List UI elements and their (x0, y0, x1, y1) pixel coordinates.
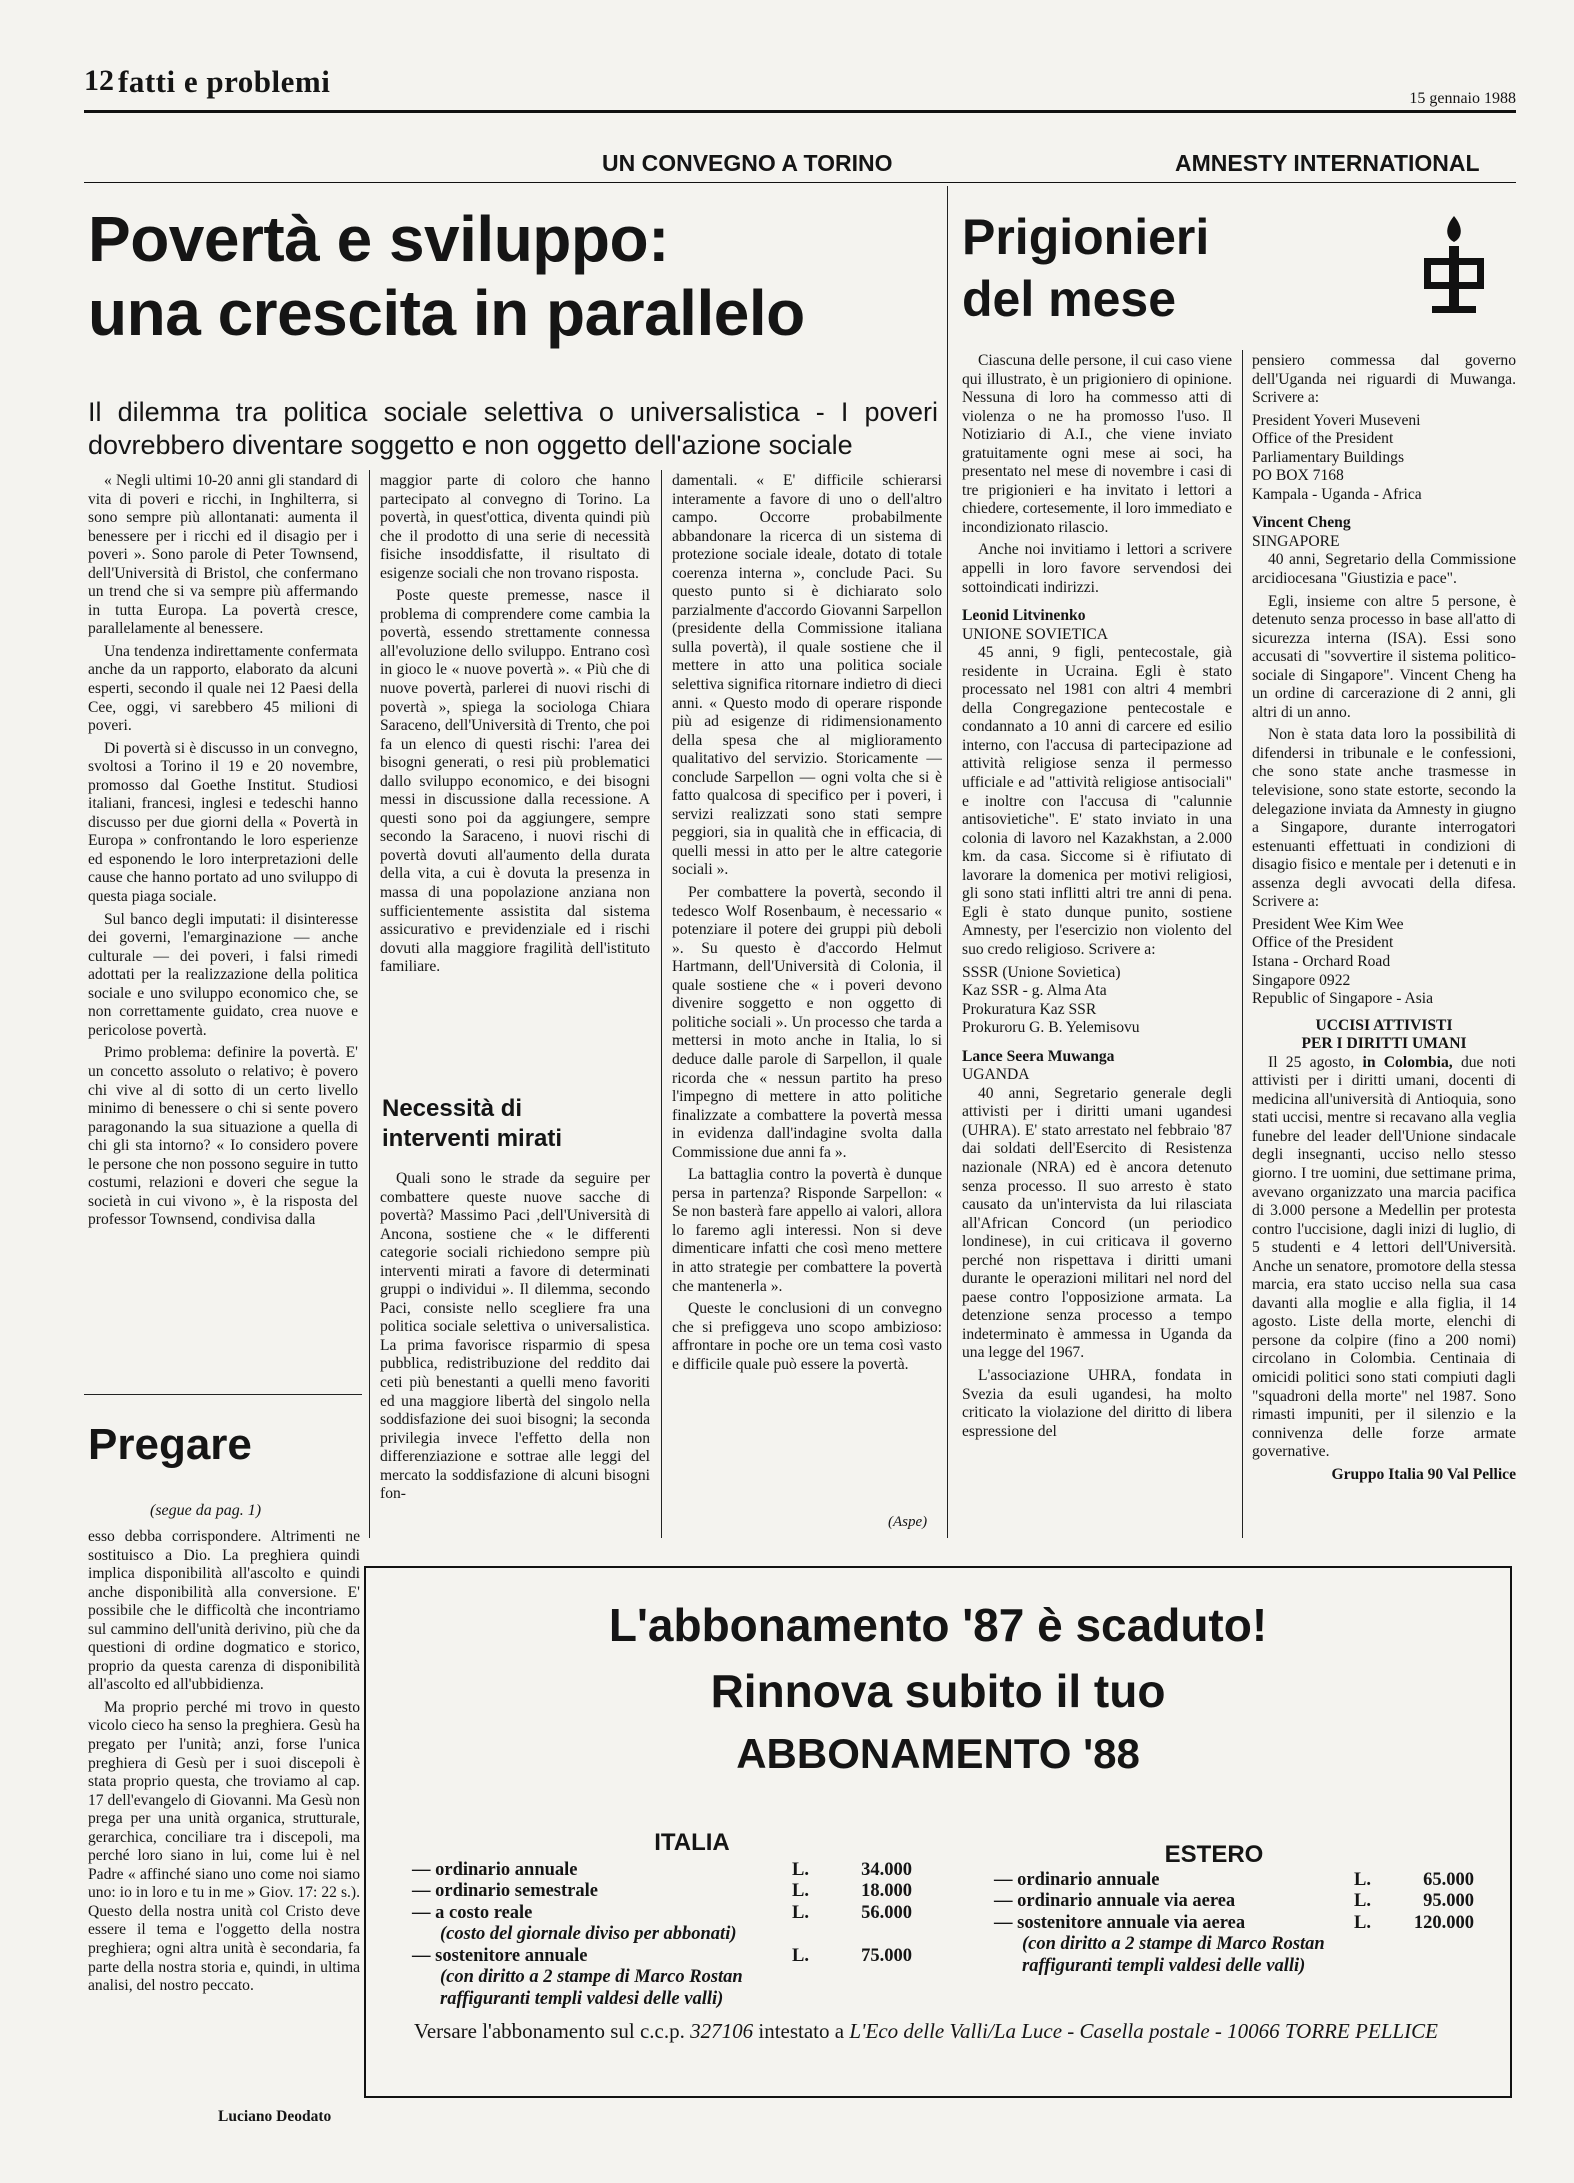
price-row (412, 1946, 912, 1968)
pregare-body (88, 1528, 360, 2102)
paragraph: Di povertà si è discusso in un convegno, svoltosi a Torino il 19 e 20 novembre, promosso dal Goethe Institut. Studiosi italiani, francesi, inglesi e tedeschi hanno discusso per due giorni della « Povertà in Europa » confrontando le loro esperienze ed esponendo le loro interpretazioni delle cause che hanno portato ad uno sviluppo di questa piaga sociale. (88, 739, 358, 906)
article-signature: (Aspe) (888, 1514, 928, 1530)
price-value: 95.000 (1423, 1891, 1474, 1911)
price-value: 120.000 (1413, 1912, 1474, 1933)
paragraph: La battaglia contro la povertà è dunque persa in partenza? Risponde Sarpellon: « Se non basterà fare appello ai valori, allora lo faremo agli interessi. Non si deve dimenticare infatti che così meno mettere in atto strategie per combattere la povertà che mantenerla ». (672, 1166, 942, 1295)
price-label: — sostenitore annuale via aerea (994, 1912, 1246, 1933)
column-rule (369, 470, 370, 1538)
paragraph: Queste le conclusioni di un convegno che si prefiggeva uno scopo ambizioso: affrontare in poche ore un tema così vasto e difficile quale può essere la povertà. (672, 1300, 942, 1373)
paragraph: Anche noi invitiamo i lettori a scrivere appelli in loro favore servendosi dei sottoindicati indirizzi. (962, 541, 1232, 596)
estero-price-list (994, 1841, 1474, 1977)
paragraph: 40 anni, Segretario generale degli attivisti per i diritti umani ugandesi (UHRA). E' stato arrestato nel febbraio '87 dai soldati dell'Esercito di Resistenza nazionale (NRA) ed è ancora detenuto senza processo. Il suo arresto è stato causato da un'intervista da lui rilasciata all'African Concord (un periodico londinese), in cui criticava il governo perché non rispettava i diritti umani durante le operazioni militari nel nord del paese contro l'opposizione armata. La detenzione senza processo a tempo indeterminato è ammessa in Uganda da una legge del 1967. (962, 1084, 1232, 1362)
address-line: Prokuratura Kaz SSR (962, 1000, 1097, 1018)
article-column-3 (672, 472, 942, 1516)
price-label: — ordinario annuale via aerea (994, 1891, 1236, 1911)
estero-title: ESTERO (1164, 1841, 1264, 1868)
pregare-rule (84, 1394, 362, 1395)
paragraph: esso debba corrispondere. Altrimenti ne sostituisco a Dio. La preghiera quindi implica disponibilità all'ascolto e quindi anche disponibilità alla conversione. E' possibile che le difficoltà che incontriamo sul cammino dell'unità derivino, più che da questioni di ordine dogmatico e storico, proprio da questa carenza di disponibilità all'ascolto ed all'ubbidienza. (88, 1528, 360, 1694)
price-label: — ordinario annuale (994, 1869, 1160, 1890)
address-line: Istana - Orchard Road (1252, 952, 1391, 970)
paragraph: damentali. « E' difficile schierarsi interamente a favore di uno o dell'altro campo. Occorre probabilmente abbandonare la ricerca di un sistema di protezione sociale ideale, dotato di totale coerenza interna », conclude Paci. Su questo punto si è dichiarato solo parzialmente d'accordo Giovanni Sarpellon (presidente della Commissione italiana sulla povertà), il quale sostiene che il mettere in atto una politica sociale selettiva significa ritornare indietro di dieci anni. « Questo modo di operare risponde più ad esigenze di ridimensionamento della spesa che al miglioramento qualitativo del servizio. Storicamente — conclude Sarpellon — ogni volta che si è fatto qualcosa di specifico per i poveri, i servizi realizzati sono stati sempre peggiori, sia in qualità che in efficacia, di quelli messi in atto per le altre categorie sociali ». (672, 472, 942, 879)
article-subhead: Necessità di interventi mirati (382, 1095, 563, 1152)
paragraph: 40 anni, Segretario della Commissione arcidiocesana "Giustizia e pace". (1252, 551, 1516, 588)
price-currency: L. (792, 1902, 809, 1923)
paragraph: pensiero commessa dal governo dell'Uganda nei riguardi di Muwanga. Scrivere a: (1252, 352, 1516, 407)
price-currency: L. (1354, 1869, 1371, 1890)
paragraph: Egli, insieme con altre 5 persone, è detenuto senza processo in base all'atto di sicurezza interna (ISA). Essi sono accusati di "sovvertire il sistema politico-sociale di Singapore". Vincent Cheng ha un ordine di carcerazione di 2 anni, gli altri di un anno. (1252, 592, 1516, 721)
amnesty-kicker: AMNESTY INTERNATIONAL (1175, 150, 1480, 176)
italia-price-list (412, 1829, 912, 2010)
prisoner-name: Vincent Cheng (1252, 514, 1351, 532)
address-line: Office of the President (1252, 934, 1394, 952)
ad-headline-3: ABBONAMENTO '88 (736, 1730, 1140, 1777)
header-rule (84, 110, 1516, 113)
italia-title: ITALIA (654, 1829, 730, 1856)
address-line: Parliamentary Buildings (1252, 448, 1405, 466)
price-currency: L. (792, 1881, 809, 1901)
headline-line-2: una crescita in parallelo (88, 277, 805, 349)
price-note: (con diritto a 2 stampe di Marco Rostan raffiguranti templi valdesi delle valli) (1022, 1934, 1325, 1976)
pregare-author: Luciano Deodato (218, 2108, 332, 2125)
prisoner-name: Lance Seera Muwanga (962, 1047, 1115, 1065)
amnesty-headline-line-1: Prigionieri (962, 209, 1210, 265)
paragraph: Per combattere la povertà, secondo il tedesco Wolf Rosenbaum, è necessario « potenziare il potere dei gruppi più deboli ». Su questo è d'accordo Helmut Hartmann, dell'Università di Colonia, il quale sostiene che « i poveri devono divenire soggetto e non oggetto di politiche sociali ». Un processo che tarda a mettersi in moto anche in Italia, lo si deduce dalle parole di Sarpellon, il quale ricorda che « nessun partito ha preso l'impegno di mettere in atto politiche finalizzate a combattere la povertà messa in evidenza dall'indagine svolta dalla Commissione due anni fa ». (672, 884, 942, 1161)
left-kicker: UN CONVEGNO A TORINO (602, 150, 893, 176)
paragraph: 45 anni, 9 figli, pentecostale, già residente in Ucraina. Egli è stato processato nel 1981 con altri 4 membri della Congregazione pentecostale e condannato a 10 anni di carcere ed esilio interno, con l'accusa di partecipazione ad attività religiose senza il permesso ufficiale e ad "attività religiose antisociali" e inoltre con l'accusa di "calunnie antisovietiche". E' stato inviato in una colonia di lavoro nel Kazakhstan, a 2.000 km. da casa. Siccome si è rifiutato di lavorare la domenica per motivi religiosi, gli sono stati inflitti altri tre anni di pena. Egli è stato dunque punito, sostiene Amnesty, per l'esercizio non violento del suo credo religioso. Scrivere a: (962, 644, 1232, 958)
issue-date: 15 gennaio 1988 (1409, 90, 1516, 107)
price-value: 75.000 (861, 1945, 912, 1966)
uccisi-place: in Colombia, (1362, 1053, 1453, 1071)
paragraph: L'associazione UHRA, fondata in Svezia da esuli ugandesi, ha molto criticato la violazione del diritto di libera espressione del (962, 1366, 1232, 1440)
subscription-ad (364, 1566, 1512, 2098)
paragraph (1252, 1054, 1516, 1462)
column-rule (661, 470, 662, 1538)
kicker-rule (84, 182, 1516, 183)
paragraph: Poste queste premesse, nasce il problema di comprendere come cambia la povertà, essendo strettamente connessa all'evoluzione dello sviluppo. Entrano così in gioco le « nuove povertà ». « Più che di nuove povertà, parlerei di nuovi rischi di povertà », spiega la sociologa Chiara Saraceno, dell'Università di Trento, che poi fa un elenco di questi rischi: l'area dei bisogni generati, o resi più problematici dallo sviluppo economico, e dei bisogni messi in discussione dalla recessione. A questi sono poi da aggiungere, sempre secondo la Saraceno, i nuovi rischi di povertà dovuti all'aumento della durata della vita, a cui è dovuta la presenza in massa di una popolazione anziana non sufficientemente assistita dal sistema assicurativo e previdenziale ed i rischi dovuti alla maggiore fragilità dell'istituto familiare. (380, 587, 650, 976)
paragraph: Primo problema: definire la povertà. E' un concetto assoluto o relativo; è povero chi vive al di sotto di un certo livello minimo di benessere o chi si sente povero paragonando la sua situazione a quella di chi gli sta intorno? « Io considero povere le persone che non possono seguire in tutto costumi, relazioni e doveri che segue la società in cui vivono », è la risposta del professor Townsend, condivisa dalla (88, 1044, 358, 1229)
paragraph: Ciascuna delle persone, il cui caso viene qui illustrato, è un prigioniero di opinione. Nessuna di loro ha commesso atti di violenza o ne ha promosso l'uso. Il Notiziario di A.I., che viene inviato gratuitamente ogni mese ai soci, ha presentato nel mese di novembre i casi di tre prigionieri e ha invitato i lettori a chiedere, cortesemente, il loro immediato e incondizionato rilascio. (962, 352, 1232, 536)
paragraph: Non è stata data loro la possibilità di difendersi in tribunale e le confessioni, che sono state anche trasmesse in televisione, sono state estorte, secondo la delegazione inviata da Amnesty in giugno a Singapore, durante interrogatori estenuanti effettuati in condizioni di disagio fisico e mentale per i detenuti e in assenza degli avvocati della difesa. Scrivere a: (1252, 726, 1516, 911)
article-headline (88, 202, 805, 350)
price-row (994, 1913, 1474, 1935)
price-value: 34.000 (861, 1859, 912, 1880)
address-line: President Yoveri Museveni (1252, 411, 1421, 429)
uccisi-title: PER I DIRITTI UMANI (1301, 1035, 1467, 1053)
price-currency: L. (1354, 1891, 1371, 1911)
amnesty-column-1 (962, 352, 1232, 1538)
footer-text: Versare l'abbonamento sul c.c.p. (414, 2019, 691, 2043)
amnesty-column-2 (1252, 352, 1516, 1538)
column-rule (1242, 350, 1243, 1538)
amnesty-headline (962, 206, 1209, 330)
price-label: — ordinario semestrale (412, 1881, 598, 1901)
prisoner-country: UNIONE SOVIETICA (962, 625, 1108, 643)
address-line: Kampala - Uganda - Africa (1252, 485, 1422, 503)
uccisi-text: due noti attivisti per i diritti umani, docenti di medicina all'università di Antioquia, sono stati uccisi, mentre si recavano alla veglia funebre del leader dell'Unione sindacale degli insegnanti, ucciso nello stesso giorno. I tre uomini, due settimane prima, avevano organizzato una marcia pacifica di 3.000 persone a Medellin per protesta contro l'uccisione, dagli inizi di luglio, di 5 studenti e 4 lettori dell'Università. Anche un senatore, promotore della stessa marcia, era stato ucciso nella sua casa davanti alla moglie e alla figlia, il 14 agosto. Liste della morte, elenchi di persone da colpire (fino a 200 nomi) circolano in Colombia. Centinaia di omicidi politici sono stati compiuti dagli "squadroni della morte" nel 1987. Sono rimasti impuniti, per il silenzio e la connivenza delle forze armate governative. (1252, 1053, 1516, 1461)
ad-footer (414, 2018, 1474, 2044)
ad-headline-2: Rinnova subito il tuo (710, 1665, 1166, 1717)
price-value: 65.000 (1423, 1869, 1474, 1890)
price-value: 18.000 (861, 1881, 912, 1901)
article-column-2 (380, 472, 650, 1064)
address-line: Office of the President (1252, 430, 1394, 448)
headline-line-1: Povertà e sviluppo: (88, 203, 669, 275)
column-divider (947, 186, 948, 1538)
ad-headline-1: L'abbonamento '87 è scaduto! (608, 1599, 1268, 1651)
paragraph: maggior parte di coloro che hanno partecipato al convegno di Torino. La povertà, in quest'ottica, diventa quindi più che il prodotto di una serie di necessità fisiche insoddisfatte, il risultato di esigenze sociali che non trovano risposta. (380, 472, 650, 582)
price-row (412, 1881, 912, 1903)
address-line: Singapore 0922 (1252, 971, 1351, 989)
price-row (412, 1860, 912, 1882)
address-line: Republic of Singapore - Asia (1252, 990, 1434, 1008)
price-label: — ordinario annuale (412, 1859, 578, 1880)
paragraph: Quali sono le strade da seguire per combattere queste nuove sacche di povertà? Massimo Paci ,dell'Università di Ancona, sostiene che « le differenti categorie sociali richiedono sempre più interventi mirati a favore di determinati gruppi o individui ». Il dilemma, secondo Paci, consiste nello scegliere fra una politica sociale selettiva o universalistica. La prima favorisce risparmio di spesa pubblica, redistribuzione del reddito dai ceti più benestanti a quelli meno favoriti ed una maggiore libertà del singolo nella soddisfazione dei suoi bisogni; la seconda privilegia invece l'effetto della non differenziazione e sottrae alle leggi del mercato la soddisfazione di alcuni bisogni fon- (380, 1170, 650, 1503)
paragraph: Una tendenza indirettamente confermata anche da un rapporto, elaborato da alcuni esperti, secondo il quale nei 12 Paesi della Cee, oggi, vi sarebbero 45 milioni di poveri. (88, 642, 358, 735)
price-currency: L. (792, 1859, 809, 1880)
footer-address: L'Eco delle Valli/La Luce - Casella postale - 10066 TORRE PELLICE (849, 2019, 1438, 2043)
paragraph: Sul banco degli imputati: il disinteresse dei governi, l'emarginazione — anche culturale — dei poveri, i falsi rimedi adottati per la realizzazione della politica sociale e uno sviluppo economico che, se non correttamente guidato, crea nuove e pericolose povertà. (88, 910, 358, 1039)
section-title: fatti e problemi (118, 64, 331, 99)
prisoner-country: SINGAPORE (1252, 532, 1340, 550)
uccisi-title: UCCISI ATTIVISTI (1315, 1016, 1453, 1034)
price-note: (con diritto a 2 stampe di Marco Rostan raffiguranti templi valdesi delle valli) (440, 1967, 743, 2009)
prisoner-name: Leonid Litvinenko (962, 607, 1086, 625)
price-label: — sostenitore annuale (412, 1945, 588, 1966)
price-row (994, 1891, 1474, 1913)
address-line: PO BOX 7168 (1252, 467, 1344, 485)
price-value: 56.000 (861, 1902, 912, 1923)
article-column-1 (88, 472, 358, 1354)
paragraph: « Negli ultimi 10-20 anni gli standard di vita di poveri e ricchi, in Inghilterra, si sono sempre più allontanati: aumenta il benessere per i ricchi ed il disagio per i poveri ». Sono parole di Peter Townsend, dell'Università di Bristol, che confermano un trend che si va sempre più affermando in tutta Europa. La povertà cresce, parallelamente al benessere. (88, 472, 358, 638)
price-currency: L. (1354, 1912, 1371, 1933)
article-deck: Il dilemma tra politica sociale selettiva o universalistica - I poveri dovrebbero diventare soggetto e non oggetto dell'azione sociale (88, 397, 938, 460)
pregare-title: Pregare (88, 1420, 252, 1469)
price-row (994, 1870, 1474, 1892)
pregare-continued: (segue da pag. 1) (150, 1502, 262, 1519)
article-column-2b (380, 1170, 650, 1538)
amnesty-candle-icon (1418, 212, 1490, 324)
footer-text: intestato a (753, 2019, 850, 2043)
paragraph: Ma proprio perché mi trovo in questo vicolo cieco ha senso la preghiera. Gesù ha pregato per l'unità; anzi, forse l'unica preghiera di Gesù per i suoi discepoli è stata proprio questa, che troviamo al cap. 17 dell'evangelo di Giovanni. Ma Gesù non prega per una unità organica, strutturale, gerarchica, conciliare tra i discepoli, ma perché loro siano in lui, come lui è nel Padre « affinché siano uno come noi siamo uno: io in loro e tu in me » Giov. 17: 22 s.). Questo della nostra unità col Cristo deve essere il tema e l'oggetto della nostra preghiera; ogni altra unità è secondaria, fa parte della nostra storia e, quindi, in ultima analisi, del nostro peccato. (88, 1698, 360, 1995)
price-currency: L. (792, 1945, 809, 1966)
address-line: President Wee Kim Wee (1252, 915, 1404, 933)
price-note: (costo del giornale diviso per abbonati) (440, 1924, 737, 1944)
prisoner-country: UGANDA (962, 1066, 1030, 1084)
uccisi-signature: Gruppo Italia 90 Val Pellice (1331, 1465, 1516, 1483)
uccisi-lead: Il 25 agosto, (1268, 1053, 1355, 1071)
address-line: Prokuroru G. B. Yelemisovu (962, 1019, 1140, 1037)
footer-ccp: 327106 (690, 2019, 754, 2043)
page-number: 12 (84, 64, 114, 97)
address-line: Kaz SSR - g. Alma Ata (962, 982, 1107, 1000)
amnesty-headline-line-2: del mese (962, 271, 1177, 327)
price-row (412, 1903, 912, 1925)
address-line: SSSR (Unione Sovietica) (962, 963, 1121, 981)
price-label: — a costo reale (412, 1902, 533, 1923)
